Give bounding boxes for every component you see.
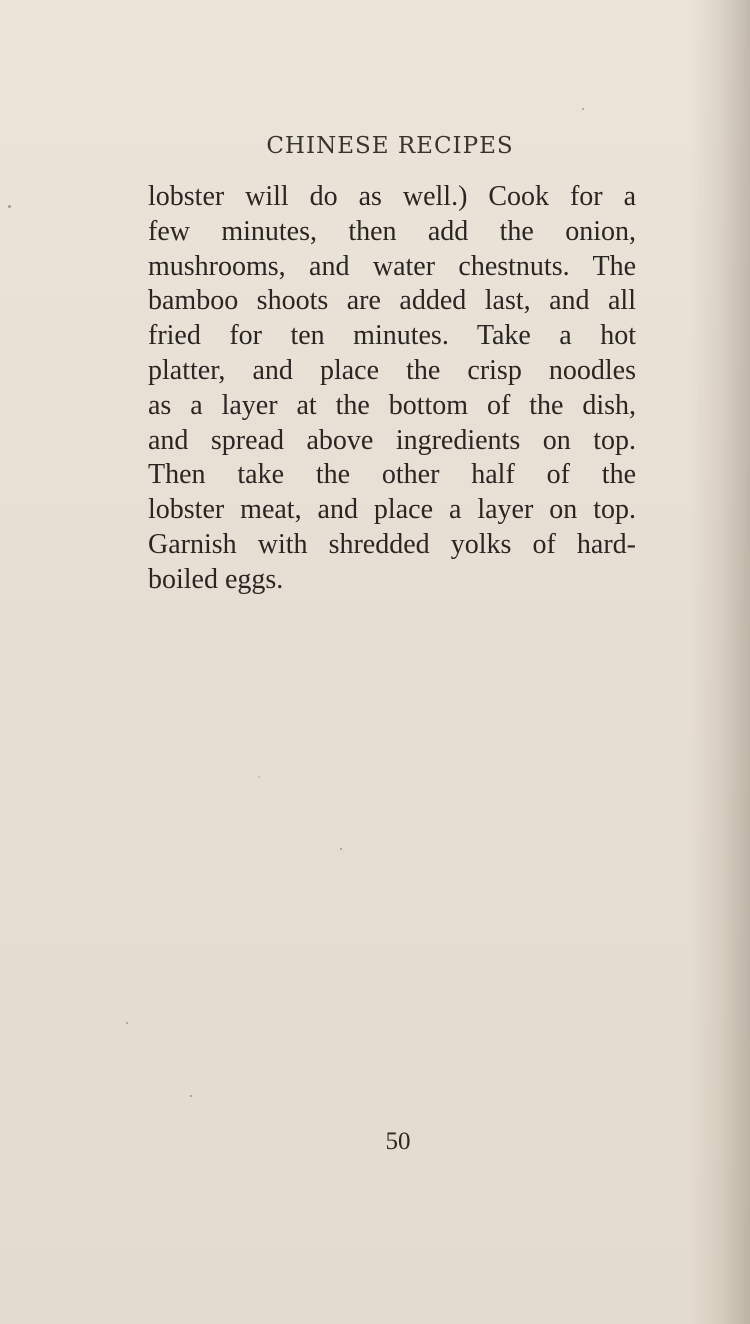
- text-line: and spread above ingredients on top.: [148, 424, 636, 456]
- text-line: mushrooms, and water chestnuts. The: [148, 250, 636, 282]
- text-line: platter, and place the crisp noodles: [148, 354, 636, 386]
- paper-speck: [340, 848, 342, 850]
- paper-speck: [190, 1095, 192, 1097]
- page-number: 50: [385, 1128, 411, 1155]
- running-head: CHINESE RECIPES: [266, 133, 514, 159]
- text-line: fried for ten minutes. Take a hot: [148, 320, 636, 352]
- text-line: lobster will do as well.) Cook for a: [148, 181, 636, 212]
- text-line: Garnish with shredded yolks of hard-: [148, 528, 636, 560]
- text-line: boiled eggs.: [148, 563, 284, 595]
- paper-speck: [8, 205, 11, 208]
- paper-speck: [258, 776, 260, 778]
- text-line: lobster meat, and place a layer on top.: [148, 494, 636, 526]
- text-line: bamboo shoots are added last, and all: [148, 285, 636, 317]
- paper-speck: [126, 1022, 128, 1024]
- recipe-text: [148, 180, 636, 598]
- paper-speck: [582, 108, 584, 110]
- text-line: few minutes, then add the onion,: [148, 215, 636, 247]
- text-line: Then take the other half of the: [148, 459, 636, 491]
- text-line: as a layer at the bottom of the dish,: [148, 389, 636, 421]
